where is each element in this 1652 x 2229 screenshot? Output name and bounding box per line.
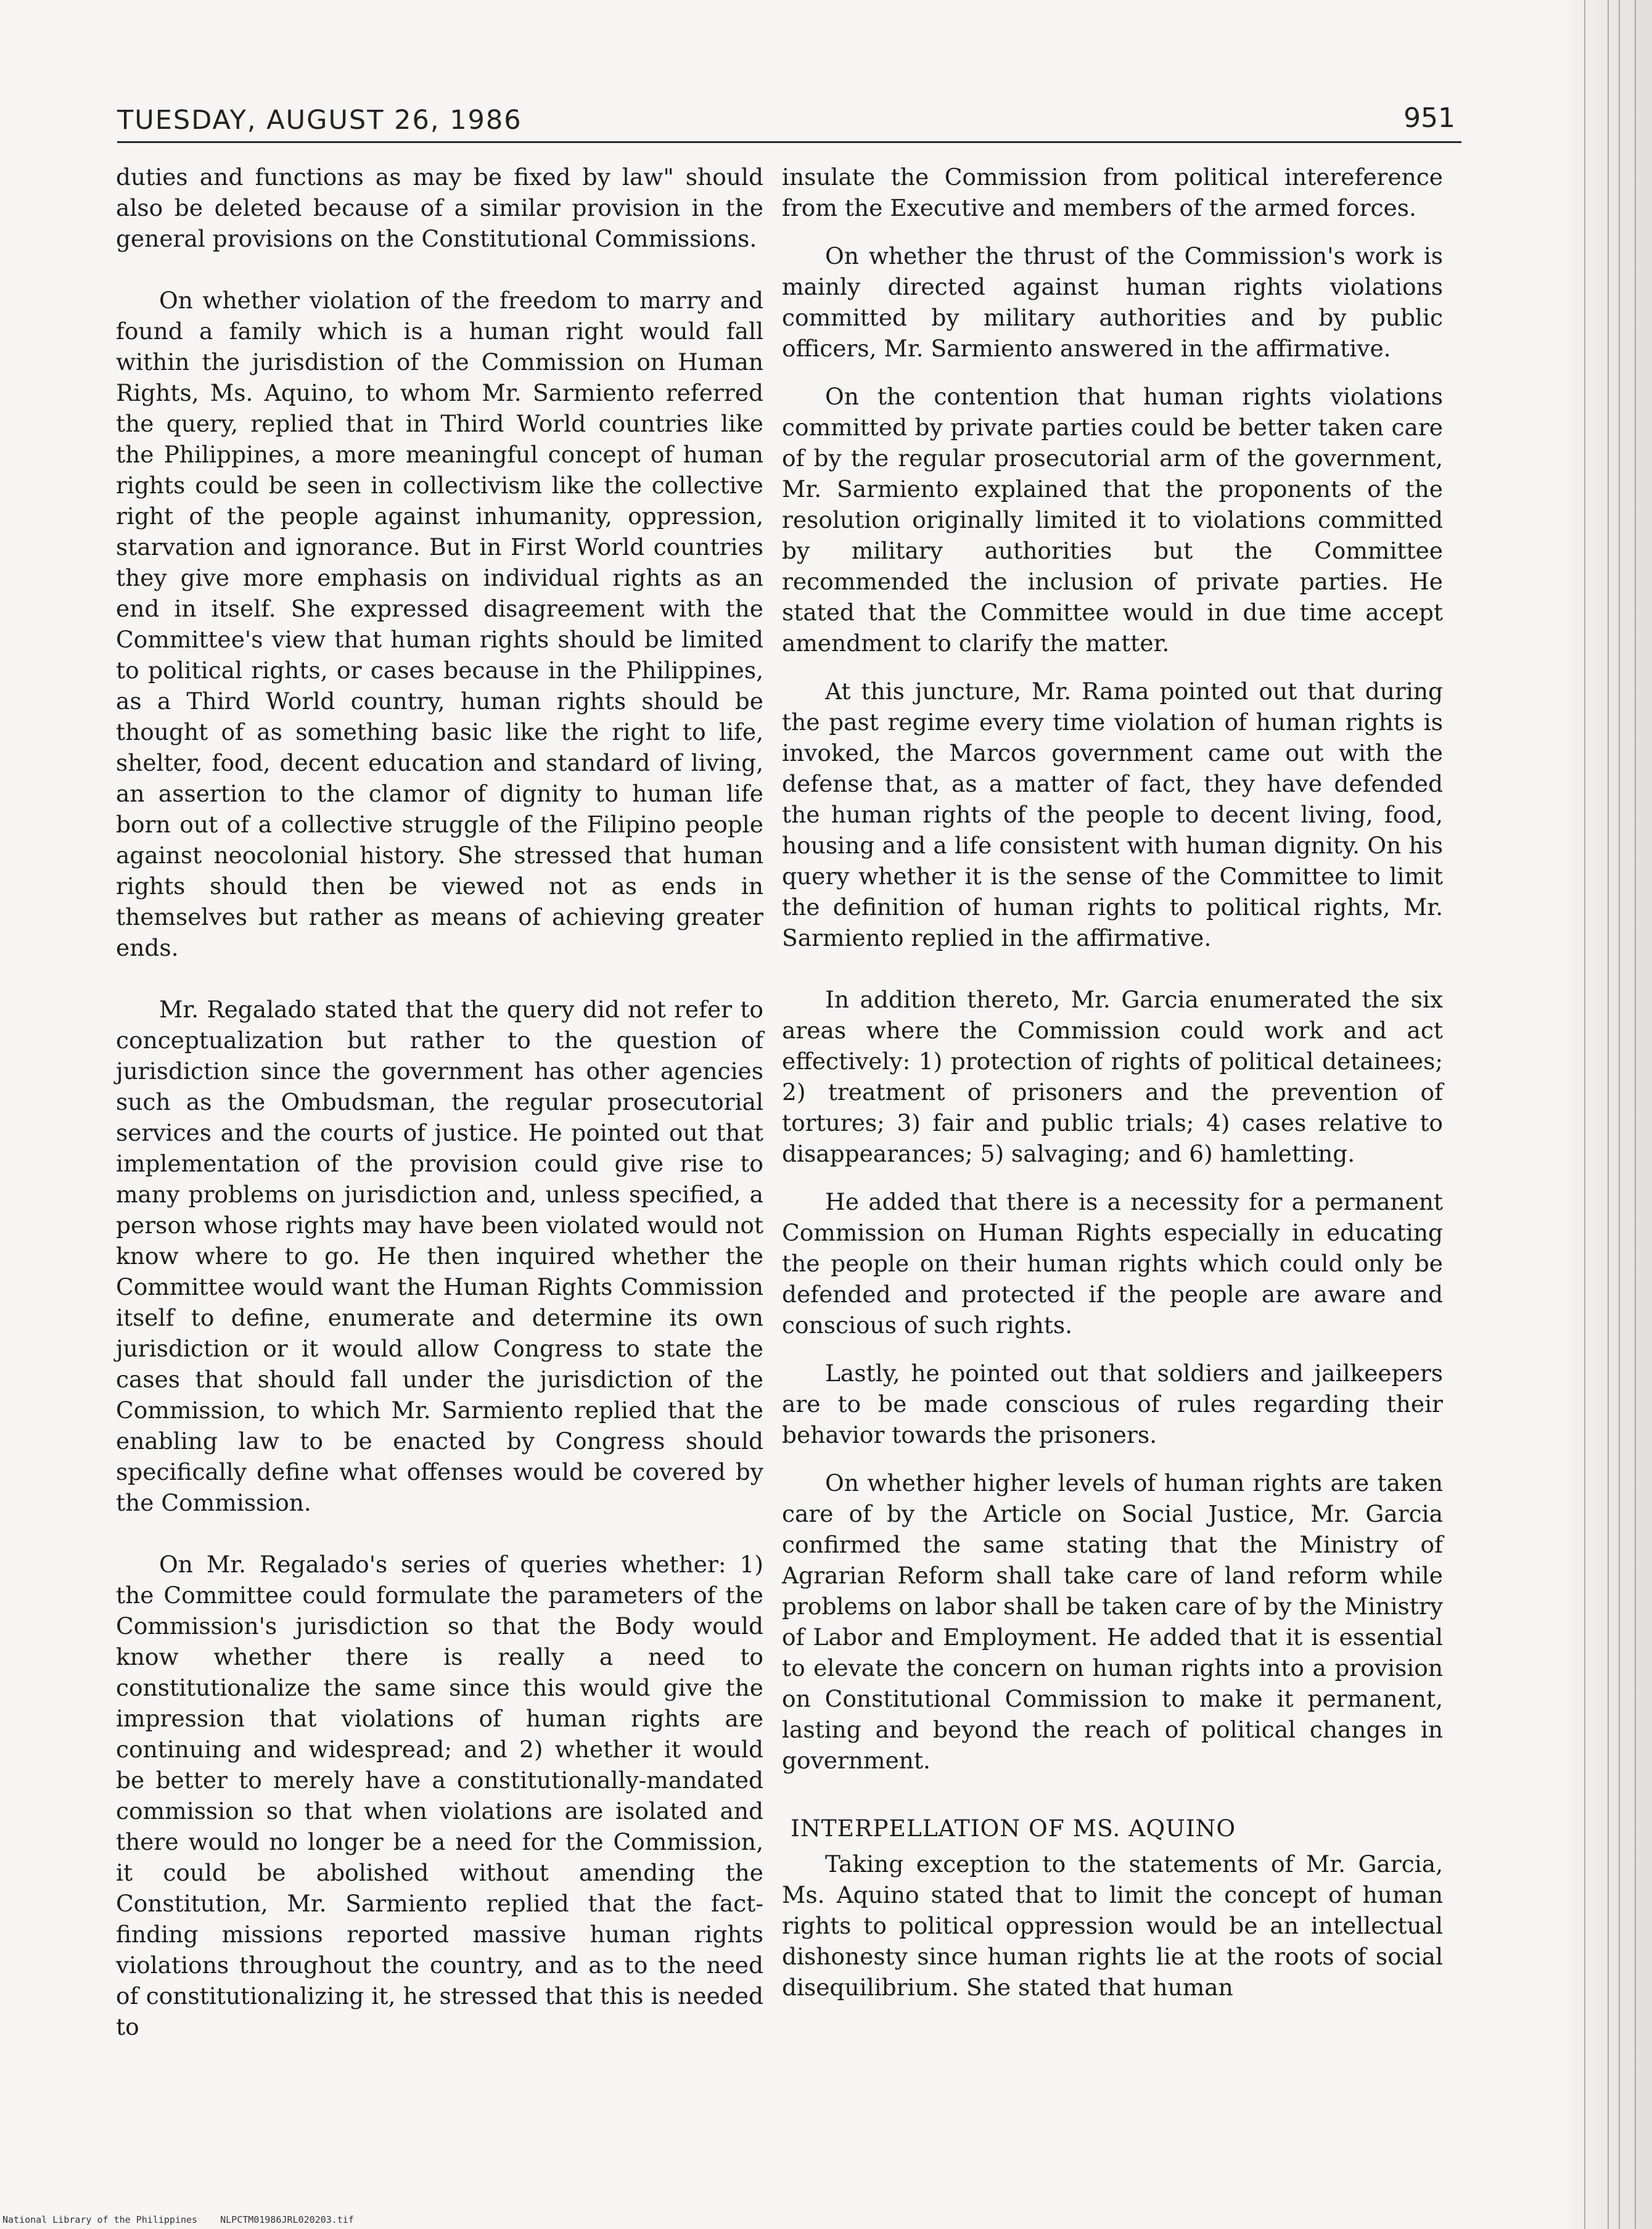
paragraph: On whether violation of the freedom to marry and found a family which is a human right would fall within the jurisdistion of the Commission on Human Rights, Ms. Aquino, to whom Mr. Sarmiento referred the query, replied that in Third World countries like the Philippines, a more meaningful concept of human rights could be seen in collectivism like the collective right of the people against inhumanity, oppression, starvation and ignorance. But in First World countries they give more emphasis on individual rights as an end in itself. She expressed disagreement with the Committee's view that human rights should be limited to political rights, or cases because in the Philippines, as a Third World country, human rights should be thought of as something basic like the right to life, shelter, food, decent education and standard of living, an assertion to the clamor of dignity to human life born out of a collective struggle of the Filipino people against neocolonial history. She stressed that human rights should then be viewed not as ends in themselves but rather as means of achieving greater ends.: [116, 287, 763, 961]
paragraph: Mr. Regalado stated that the query did not refer to conceptualization but rather to the question of jurisdiction since the government has other agencies such as the Ombudsman, the regular prosecutorial services and the courts of justice. He pointed out that implementation of the provision could give rise to many problems on jurisdiction and, unless specified, a person whose rights may have been violated would not know where to go. He then inquired whether the Committee would want the Human Rights Commission itself to define, enumerate and determine its own jurisdiction or it would allow Congress to state the cases that should fall under the jurisdiction of the Commission, to which Mr. Sarmiento replied that the enabling law to be enacted by Congress should specifically define what offenses would be covered by the Commission.: [116, 996, 763, 1516]
page-header: [117, 102, 1455, 142]
paragraph: He added that there is a necessity for a permanent Commission on Human Rights especially in educating the people on their human rights which could only be defended and protected if the people are aware and conscious of such rights.: [782, 1188, 1443, 1339]
paragraph: On whether higher levels of human rights are taken care of by the Article on Social Justice, Mr. Garcia confirmed the same stating that the Ministry of Agrarian Reform shall take care of land reform while problems on labor shall be taken care of by the Ministry of Labor and Employment. He added that it is essential to elevate the concern on human rights into a provision on Constitutional Commission to make it permanent, lasting and beyond the reach of political changes in government.: [782, 1469, 1443, 1774]
paragraph: On the contention that human rights violations committed by private parties could be better taken care of by the regular prosecutorial arm of the government, Mr. Sarmiento explained that the proponents of the resolution originally limited it to violations committed by military authorities but the Committee recommended the inclusion of private parties. He stated that the Committee would in due time accept amendment to clarify the matter.: [782, 383, 1443, 657]
paragraph: On Mr. Regalado's series of queries whether: 1) the Committee could formulate the parameters of the Commission's jurisdiction so that the Body would know whether there is really a need to constitutionalize the same since this would give the impression that violations of human rights are continuing and widespread; and 2) whether it would be better to merely have a constitutionally-mandated commission so that when violations are isolated and there would no longer be a need for the Commission, it could be abolished without amending the Constitution, Mr. Sarmiento replied that the fact-finding missions reported massive human rights violations throughout the country, and as to the need of constitutionalizing it, he stressed that this is needed to: [116, 1551, 763, 2040]
header-rule: [117, 141, 1461, 143]
scan-footer: [2, 2214, 354, 2225]
page-number: 951: [1403, 102, 1455, 134]
footer-library: National Library of the Philippines: [2, 2214, 198, 2225]
paragraph: Lastly, he pointed out that soldiers and jailkeepers are to be made conscious of rules regarding their behavior towards the prisoners.: [782, 1360, 1443, 1448]
paragraph: duties and functions as may be fixed by law" should also be deleted because of a similar provision in the general provisions on the Constitutional Commissions.: [116, 163, 763, 252]
left-column: [116, 162, 763, 2040]
paragraph: insulate the Commission from political intereference from the Executive and members of the armed forces.: [782, 163, 1443, 221]
paragraph: In addition thereto, Mr. Garcia enumerated the six areas where the Commission could work and act effectively: 1) protection of rights of political detainees; 2) treatment of prisoners and the prevention of tortures; 3) fair and public trials; 4) cases relative to disappearances; 5) salvaging; and 6) hamletting.: [782, 986, 1443, 1167]
paragraph: Taking exception to the statements of Mr. Garcia, Ms. Aquino stated that to limit the concept of human rights to political oppression would be an intellectual dishonesty since human rights lie at the roots of social disequilibrium. She stated that human: [782, 1850, 1443, 2001]
paragraph: At this juncture, Mr. Rama pointed out that during the past regime every time violation of human rights is invoked, the Marcos government came out with the defense that, as a matter of fact, they have defended the human rights of the people to decent living, food, housing and a life consistent with human dignity. On his query whether it is the sense of the Committee to limit the definition of human rights to political rights, Mr. Sarmiento replied in the affirmative.: [782, 678, 1443, 951]
section-heading: INTERPELLATION OF MS. AQUINO: [791, 1815, 1236, 1842]
footer-filename: NLPCTM01986JRL020203.tif: [220, 2214, 354, 2225]
running-head-date: TUESDAY, AUGUST 26, 1986: [117, 105, 522, 136]
paragraph: On whether the thrust of the Commission's work is mainly directed against human rights violations committed by military authorities and by public officers, Mr. Sarmiento answered in the affirmative.: [782, 242, 1443, 362]
scan-edge-artifact: [1560, 0, 1652, 2229]
right-column: [782, 162, 1443, 2011]
